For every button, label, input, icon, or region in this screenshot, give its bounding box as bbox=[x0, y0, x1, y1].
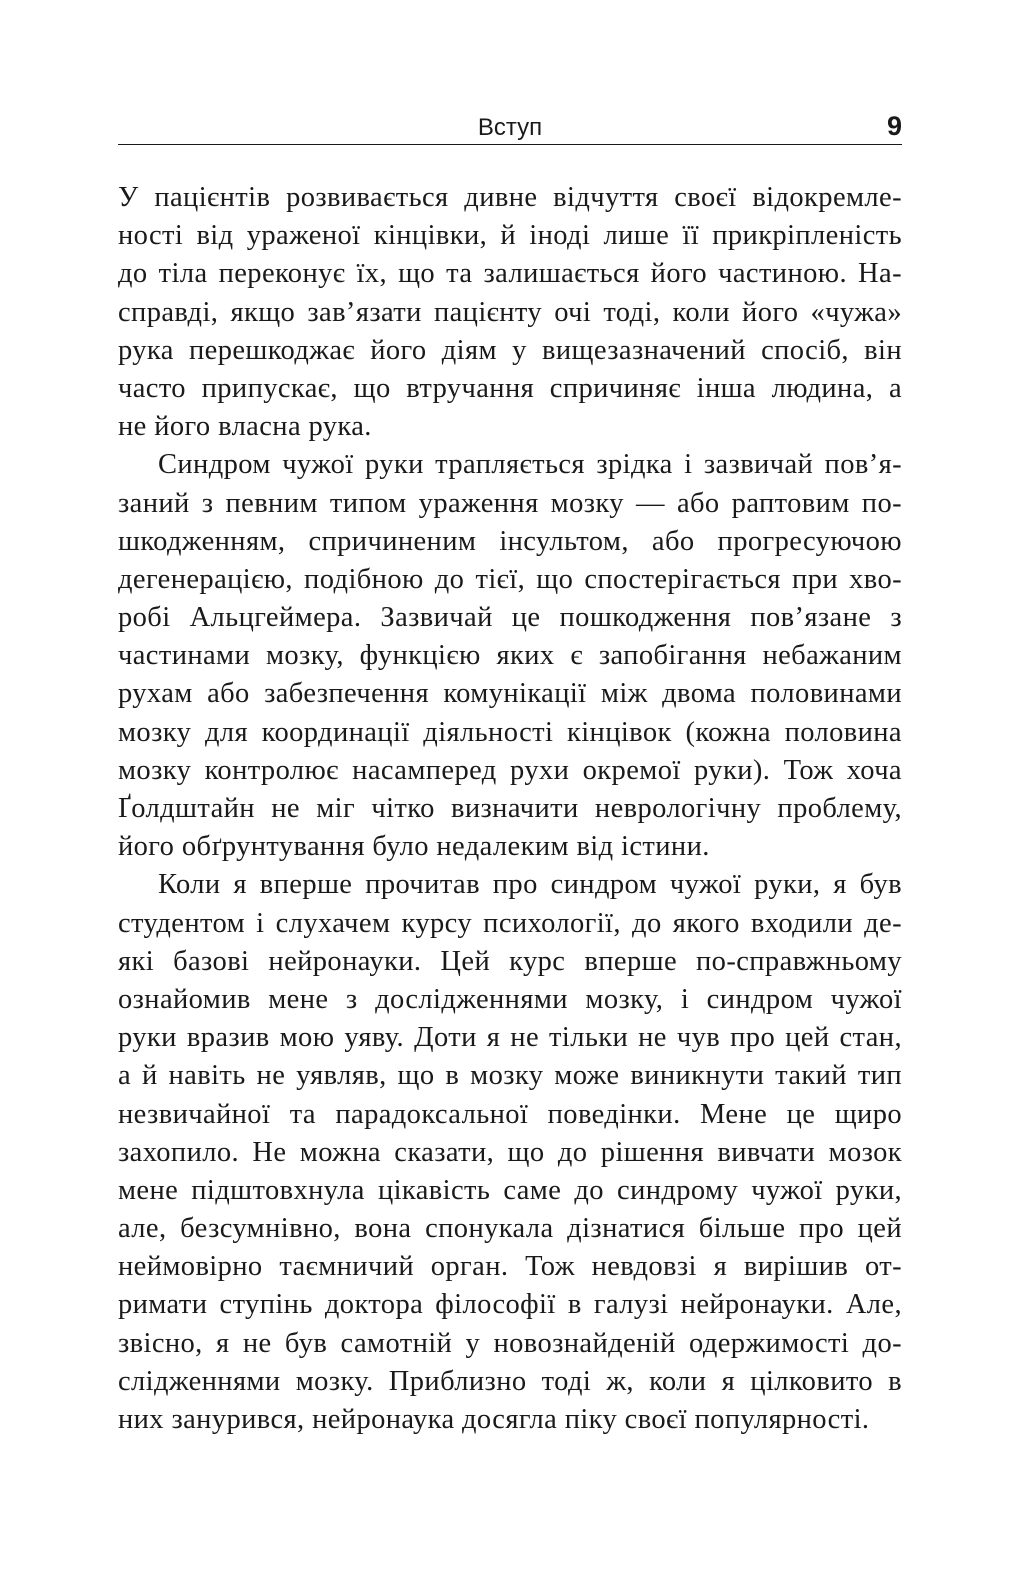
text-line: звісно, я не був самотній у новознайденій одержимості до- bbox=[118, 1327, 902, 1359]
text-line: ознайомив мене з дослідженнями мозку, і синдром чужої bbox=[118, 983, 902, 1015]
text-line: його обґрунтування було недалеким від істини. bbox=[118, 831, 710, 863]
text-line: шкодженням, спричиненим інсультом, або прогресуючою bbox=[118, 525, 902, 557]
text-line: мозку контролює насамперед рухи окремої руки). Тож хоча bbox=[118, 754, 902, 786]
text-line: Ґолдштайн не міг чітко визначити неврологічну проблему, bbox=[118, 793, 902, 824]
text-line: У пацієнтів розвивається дивне відчуття своєї відокремле- bbox=[118, 182, 902, 213]
text-line: студентом і слухачем курсу психології, до якого входили де- bbox=[118, 907, 902, 939]
text-line: мене підштовхнула цікавість саме до синдрому чужої руки, bbox=[118, 1174, 902, 1206]
text-line: слідженнями мозку. Приблизно тоді ж, коли я цілковито в bbox=[118, 1365, 902, 1397]
text-line: які базові нейронауки. Цей курс вперше по-справжньому bbox=[118, 945, 902, 977]
body-text bbox=[118, 179, 902, 1439]
text-line: дегенерацією, подібною до тієї, що спостерігається при хво- bbox=[118, 563, 902, 595]
text-line: захопило. Не можна сказати, що до рішення вивчати мозок bbox=[118, 1136, 902, 1168]
text-line: них занурився, нейронаука досягла піку своєї популярності. bbox=[118, 1404, 870, 1435]
text-line: не його власна рука. bbox=[118, 411, 372, 443]
paragraph bbox=[118, 179, 902, 446]
text-line: римати ступінь доктора філософії в галузі нейронауки. Але, bbox=[118, 1289, 902, 1321]
paragraph bbox=[118, 446, 902, 866]
text-line: справді, якщо зав’язати пацієнту очі тоді, коли його «чужа» bbox=[118, 296, 902, 328]
text-line: ності від ураженої кінцівки, й іноді лише її прикріпленість bbox=[118, 220, 902, 252]
text-line: мозку для координації діяльності кінцівок (кожна половина bbox=[118, 716, 902, 748]
text-line: рука перешкоджає його діям у вищезазначений спосіб, він bbox=[118, 334, 902, 366]
running-header bbox=[118, 108, 902, 145]
page-number: 9 bbox=[886, 111, 902, 141]
text-line: а й навіть не уявляв, що в мозку може виникнути такий тип bbox=[118, 1060, 902, 1092]
text-line: Синдром чужої руки трапляється зрідка і зазвичай пов’я- bbox=[158, 449, 902, 481]
text-line: до тіла переконує їх, що та залишається його частиною. На- bbox=[118, 258, 902, 290]
text-line: рухам або забезпечення комунікації між двома половинами bbox=[118, 678, 902, 710]
text-line: Коли я вперше прочитав про синдром чужої руки, я був bbox=[158, 869, 902, 901]
text-line: заний з певним типом ураження мозку — або раптовим по- bbox=[118, 487, 902, 519]
text-line: часто припускає, що втручання спричиняє інша людина, а bbox=[118, 372, 902, 404]
text-line: але, безсумнівно, вона спонукала дізнатися більше про цей bbox=[118, 1213, 902, 1245]
text-line: робі Альцгеймера. Зазвичай це пошкодження пов’язане з bbox=[118, 602, 902, 634]
text-line: частинами мозку, функцією яких є запобігання небажаним bbox=[118, 640, 902, 672]
text-line: руки вразив мою уяву. Доти я не тільки не чув про цей стан, bbox=[118, 1022, 902, 1054]
chapter-title: Вступ bbox=[477, 114, 543, 141]
text-line: незвичайної та парадоксальної поведінки. Мене це щиро bbox=[118, 1098, 902, 1130]
paragraph bbox=[118, 866, 902, 1439]
text-line: неймовірно таємничий орган. Тож невдовзі я вирішив от- bbox=[118, 1251, 902, 1283]
